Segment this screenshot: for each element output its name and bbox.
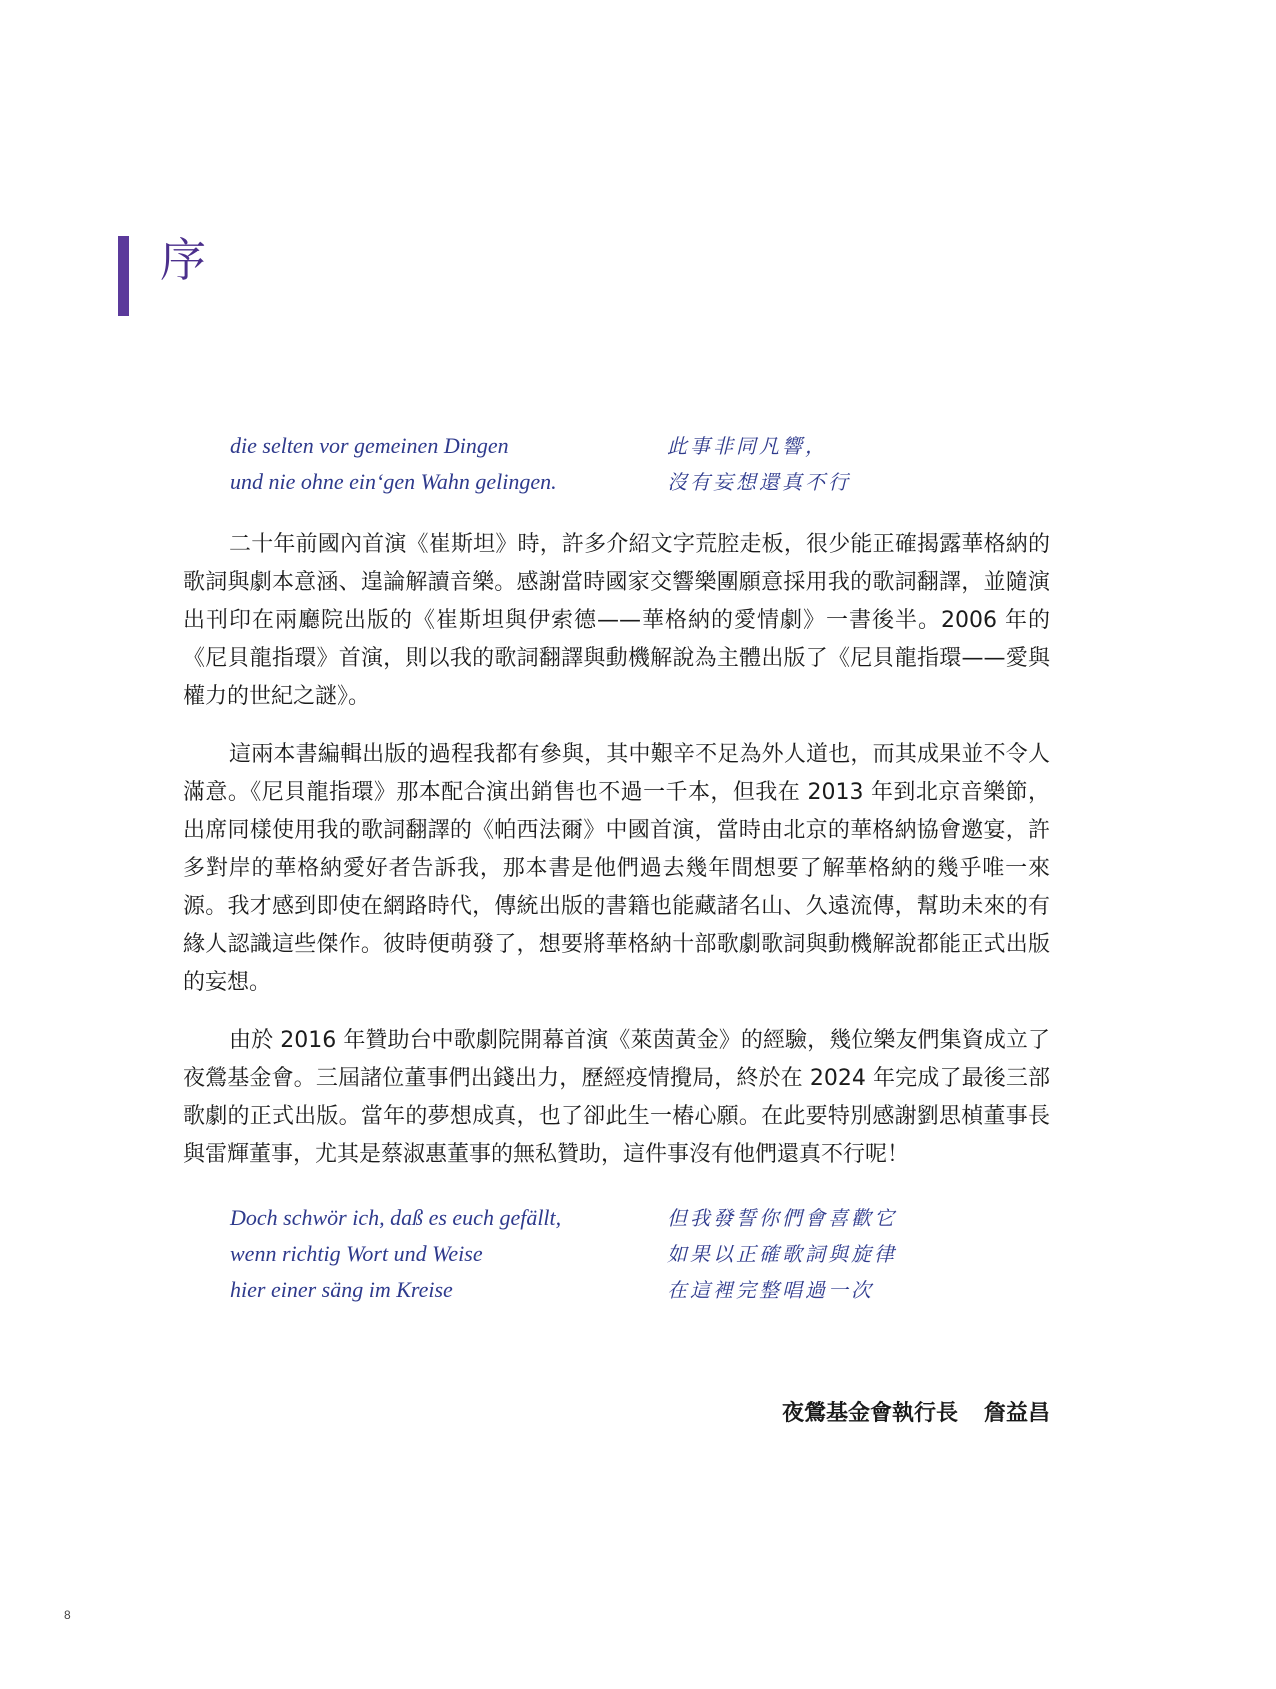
opening-verse	[230, 428, 950, 500]
paragraph-1: 二十年前國內首演《崔斯坦》時，許多介紹文字荒腔走板，很少能正確揭露華格納的歌詞與劇本意涵、遑論解讀音樂。感謝當時國家交響樂團願意採用我的歌詞翻譯，並隨演出刊印在兩廳院出版的《崔斯坦與伊索德——華格納的愛情劇》一書後半。2006 年的《尼貝龍指環》首演，則以我的歌詞翻譯與動機解說為主體出版了《尼貝龍指環——愛與權力的世紀之謎》。	[183, 532, 1050, 709]
verse-german: und nie ohne ein‘gen Wahn gelingen.	[230, 469, 557, 494]
page-title: 序	[160, 233, 206, 287]
signature-role: 夜鶯基金會執行長	[781, 1401, 958, 1426]
signature-name: 詹益昌	[983, 1401, 1050, 1426]
closing-verse	[230, 1200, 950, 1308]
verse-chinese: 如果以正確歌詞與旋律	[667, 1242, 897, 1266]
verse-chinese: 沒有妄想還真不行	[667, 470, 851, 494]
heading-accent-bar	[118, 236, 129, 316]
verse-german: Doch schwör ich, daß es euch gefällt,	[230, 1205, 562, 1230]
paragraph-2: 這兩本書編輯出版的過程我都有參與，其中艱辛不足為外人道也，而其成果並不令人滿意。《尼貝龍指環》那本配合演出銷售也不過一千本，但我在 2013 年到北京音樂節，出席同樣使用我的歌詞翻譯的《帕西法爾》中國首演，當時由北京的華格納協會邀宴，許多對岸的華格納愛好者告訴我，那本書是他們過去幾年間想要了解華格納的幾乎唯一來源。我才感到即使在網路時代，傳統出版的書籍也能藏諸名山、久遠流傳，幫助未來的有緣人認識這些傑作。彼時便萌發了，想要將華格納十部歌劇歌詞與動機解說都能正式出版的妄想。	[183, 742, 1050, 995]
verse-german: hier einer säng im Kreise	[230, 1277, 453, 1302]
verse-chinese: 此事非同凡響，	[667, 434, 828, 458]
verse-chinese: 但我發誓你們會喜歡它	[667, 1206, 897, 1230]
paragraph-3: 由於 2016 年贊助台中歌劇院開幕首演《萊茵黃金》的經驗，幾位樂友們集資成立了夜鶯基金會。三屆諸位董事們出錢出力，歷經疫情攪局，終於在 2024 年完成了最後三部歌劇的正式出版。當年的夢想成真，也了卻此生一樁心願。在此要特別感謝劉思楨董事長與雷輝董事，尤其是蔡淑惠董事的無私贊助，這件事沒有他們還真不行呢！	[183, 1028, 1050, 1167]
verse-chinese: 在這裡完整唱過一次	[667, 1278, 874, 1302]
signature	[782, 1399, 1050, 1429]
verse-line	[230, 428, 950, 464]
verse-line	[230, 464, 950, 500]
verse-line	[230, 1236, 950, 1272]
verse-line	[230, 1200, 950, 1236]
page-number: 8	[64, 1608, 71, 1622]
verse-line	[230, 1272, 950, 1308]
verse-german: die selten vor gemeinen Dingen	[230, 433, 509, 458]
verse-german: wenn richtig Wort und Weise	[230, 1241, 483, 1266]
